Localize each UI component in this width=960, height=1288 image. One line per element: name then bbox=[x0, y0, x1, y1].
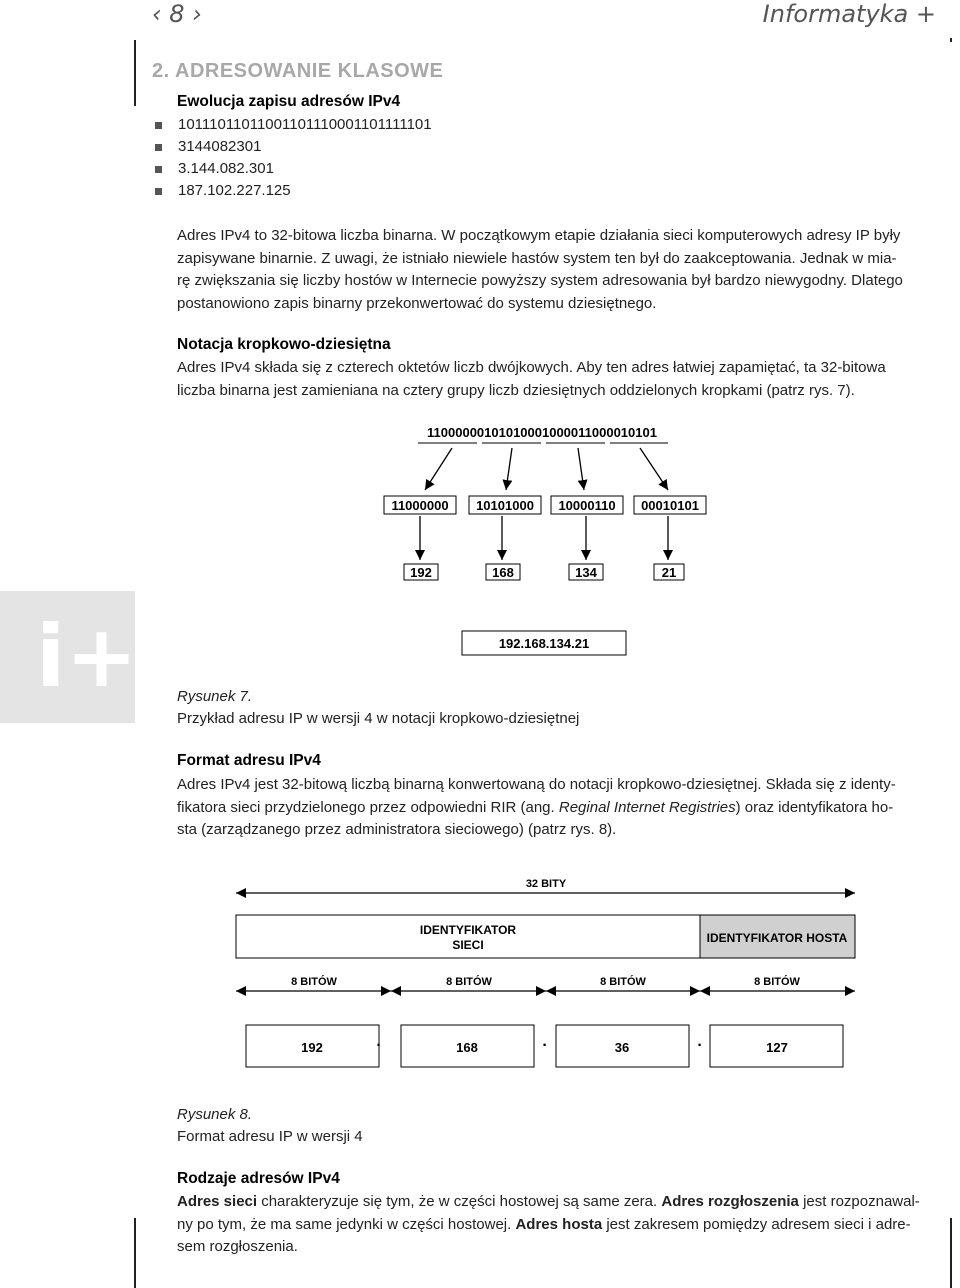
octet-decimal: 168 bbox=[492, 565, 514, 580]
format-paragraph: Adres IPv4 jest 32-bitową liczbą binarną konwertowaną do notacji kropkowo-dziesiętnej. Składa się z identy- fikatora sieci przydzielonego przez odpowiedni RIR (ang. Reginal Internet Registries) oraz identyfikatora ho- sta (zarządzanego przez administratora sieciowego) (patrz rys. 8). bbox=[177, 776, 896, 838]
dot-separator: · bbox=[697, 1037, 703, 1054]
binary-address: 11000000101010001000011000010101 bbox=[427, 425, 657, 440]
figure-7-caption: Rysunek 7. Przykład adresu IP w wersji 4 w notacji kropkowo-dziesiętnej bbox=[177, 688, 580, 727]
octet-bits-label: 8 BITÓW bbox=[446, 976, 492, 988]
page-number: ‹ 8 › bbox=[152, 0, 202, 28]
host-id-label: IDENTYFIKATOR HOSTA bbox=[706, 931, 848, 945]
octet-value: 168 bbox=[456, 1040, 478, 1055]
list-item: 187.102.227.125 bbox=[155, 182, 291, 199]
octet-decimal: 21 bbox=[661, 565, 677, 580]
list-item: 3.144.082.301 bbox=[155, 160, 274, 177]
dot-separator: · bbox=[376, 1037, 382, 1054]
right-rule-bottom bbox=[950, 1218, 952, 1288]
types-paragraph: Adres sieci charakteryzuje się tym, że w części hostowej są same zera. Adres rozgłoszenia jest rozpoznawal- ny po tym, że ma same jedynki w części hostowej. Adres hosta jest zakresem pomiędzy adresem sieci i adre- sem rozgłoszenia. bbox=[177, 1193, 920, 1255]
left-rule-bottom bbox=[134, 1218, 136, 1288]
dotted-heading: Notacja kropkowo-dziesiętna bbox=[177, 336, 391, 353]
arrow bbox=[425, 448, 452, 490]
octet-decimal: 134 bbox=[575, 565, 597, 580]
figure-8-diagram bbox=[0, 860, 960, 1090]
octet-binary: 11000000 bbox=[391, 498, 449, 513]
dotted-paragraph: Adres IPv4 składa się z czterech oktetów liczb dwójkowych. Aby ten adres łatwiej zapamiętać, ta 32-bitowa liczba binarna jest zamieniana na cztery grupy liczb dziesiętnych oddzielonych kropkami (patrz rys. 7). bbox=[177, 359, 886, 399]
arrow bbox=[578, 448, 584, 490]
list-item: 3144082301 bbox=[155, 138, 261, 155]
bits-label: 32 BITY bbox=[525, 878, 567, 890]
intro-paragraph: Adres IPv4 to 32-bitowa liczba binarna. W początkowym etapie działania sieci komputerowych adresy IP były zapisywane binarnie. Z uwagi, że istniało niewiele hastów system ten był do zaakceptowania. Jednak w mia- rę zwiększania się liczby hostów w Internecie powyższy system adresowania był bardzo niewygodny. Dlatego postanowiono zapis binarny przekonwertować do systemu dziesiętnego. bbox=[177, 227, 903, 312]
octet-bits-label: 8 BITÓW bbox=[754, 976, 800, 988]
octet-binary: 10000110 bbox=[558, 498, 616, 513]
arrow bbox=[640, 448, 668, 490]
network-id-label: IDENTYFIKATOR bbox=[419, 923, 517, 937]
octet-binary: 10101000 bbox=[476, 498, 534, 513]
format-heading: Format adresu IPv4 bbox=[177, 752, 321, 769]
octet-decimal: 192 bbox=[410, 565, 432, 580]
publication-title: Informatyka + bbox=[762, 0, 936, 28]
octet-binary: 00010101 bbox=[641, 498, 699, 513]
list-item: 10111011011001101110001101111101 bbox=[155, 116, 432, 133]
octet-bits-label: 8 BITÓW bbox=[600, 976, 646, 988]
logo: i+ bbox=[36, 607, 138, 707]
octet-value: 192 bbox=[301, 1040, 323, 1055]
types-heading: Rodzaje adresów IPv4 bbox=[177, 1170, 340, 1187]
arrow bbox=[506, 448, 512, 490]
octet-value: 36 bbox=[614, 1040, 630, 1055]
section-title: 2. ADRESOWANIE KLASOWE bbox=[152, 60, 444, 82]
network-id-label: SIECI bbox=[452, 938, 484, 952]
figure-8-caption: Rysunek 8. Format adresu IP w wersji 4 bbox=[177, 1106, 363, 1145]
evolution-heading: Ewolucja zapisu adresów IPv4 bbox=[177, 93, 401, 110]
octet-value: 127 bbox=[766, 1040, 788, 1055]
octet-bits-label: 8 BITÓW bbox=[291, 976, 337, 988]
dotted-result: 192.168.134.21 bbox=[498, 636, 590, 651]
dot-separator: · bbox=[542, 1037, 548, 1054]
